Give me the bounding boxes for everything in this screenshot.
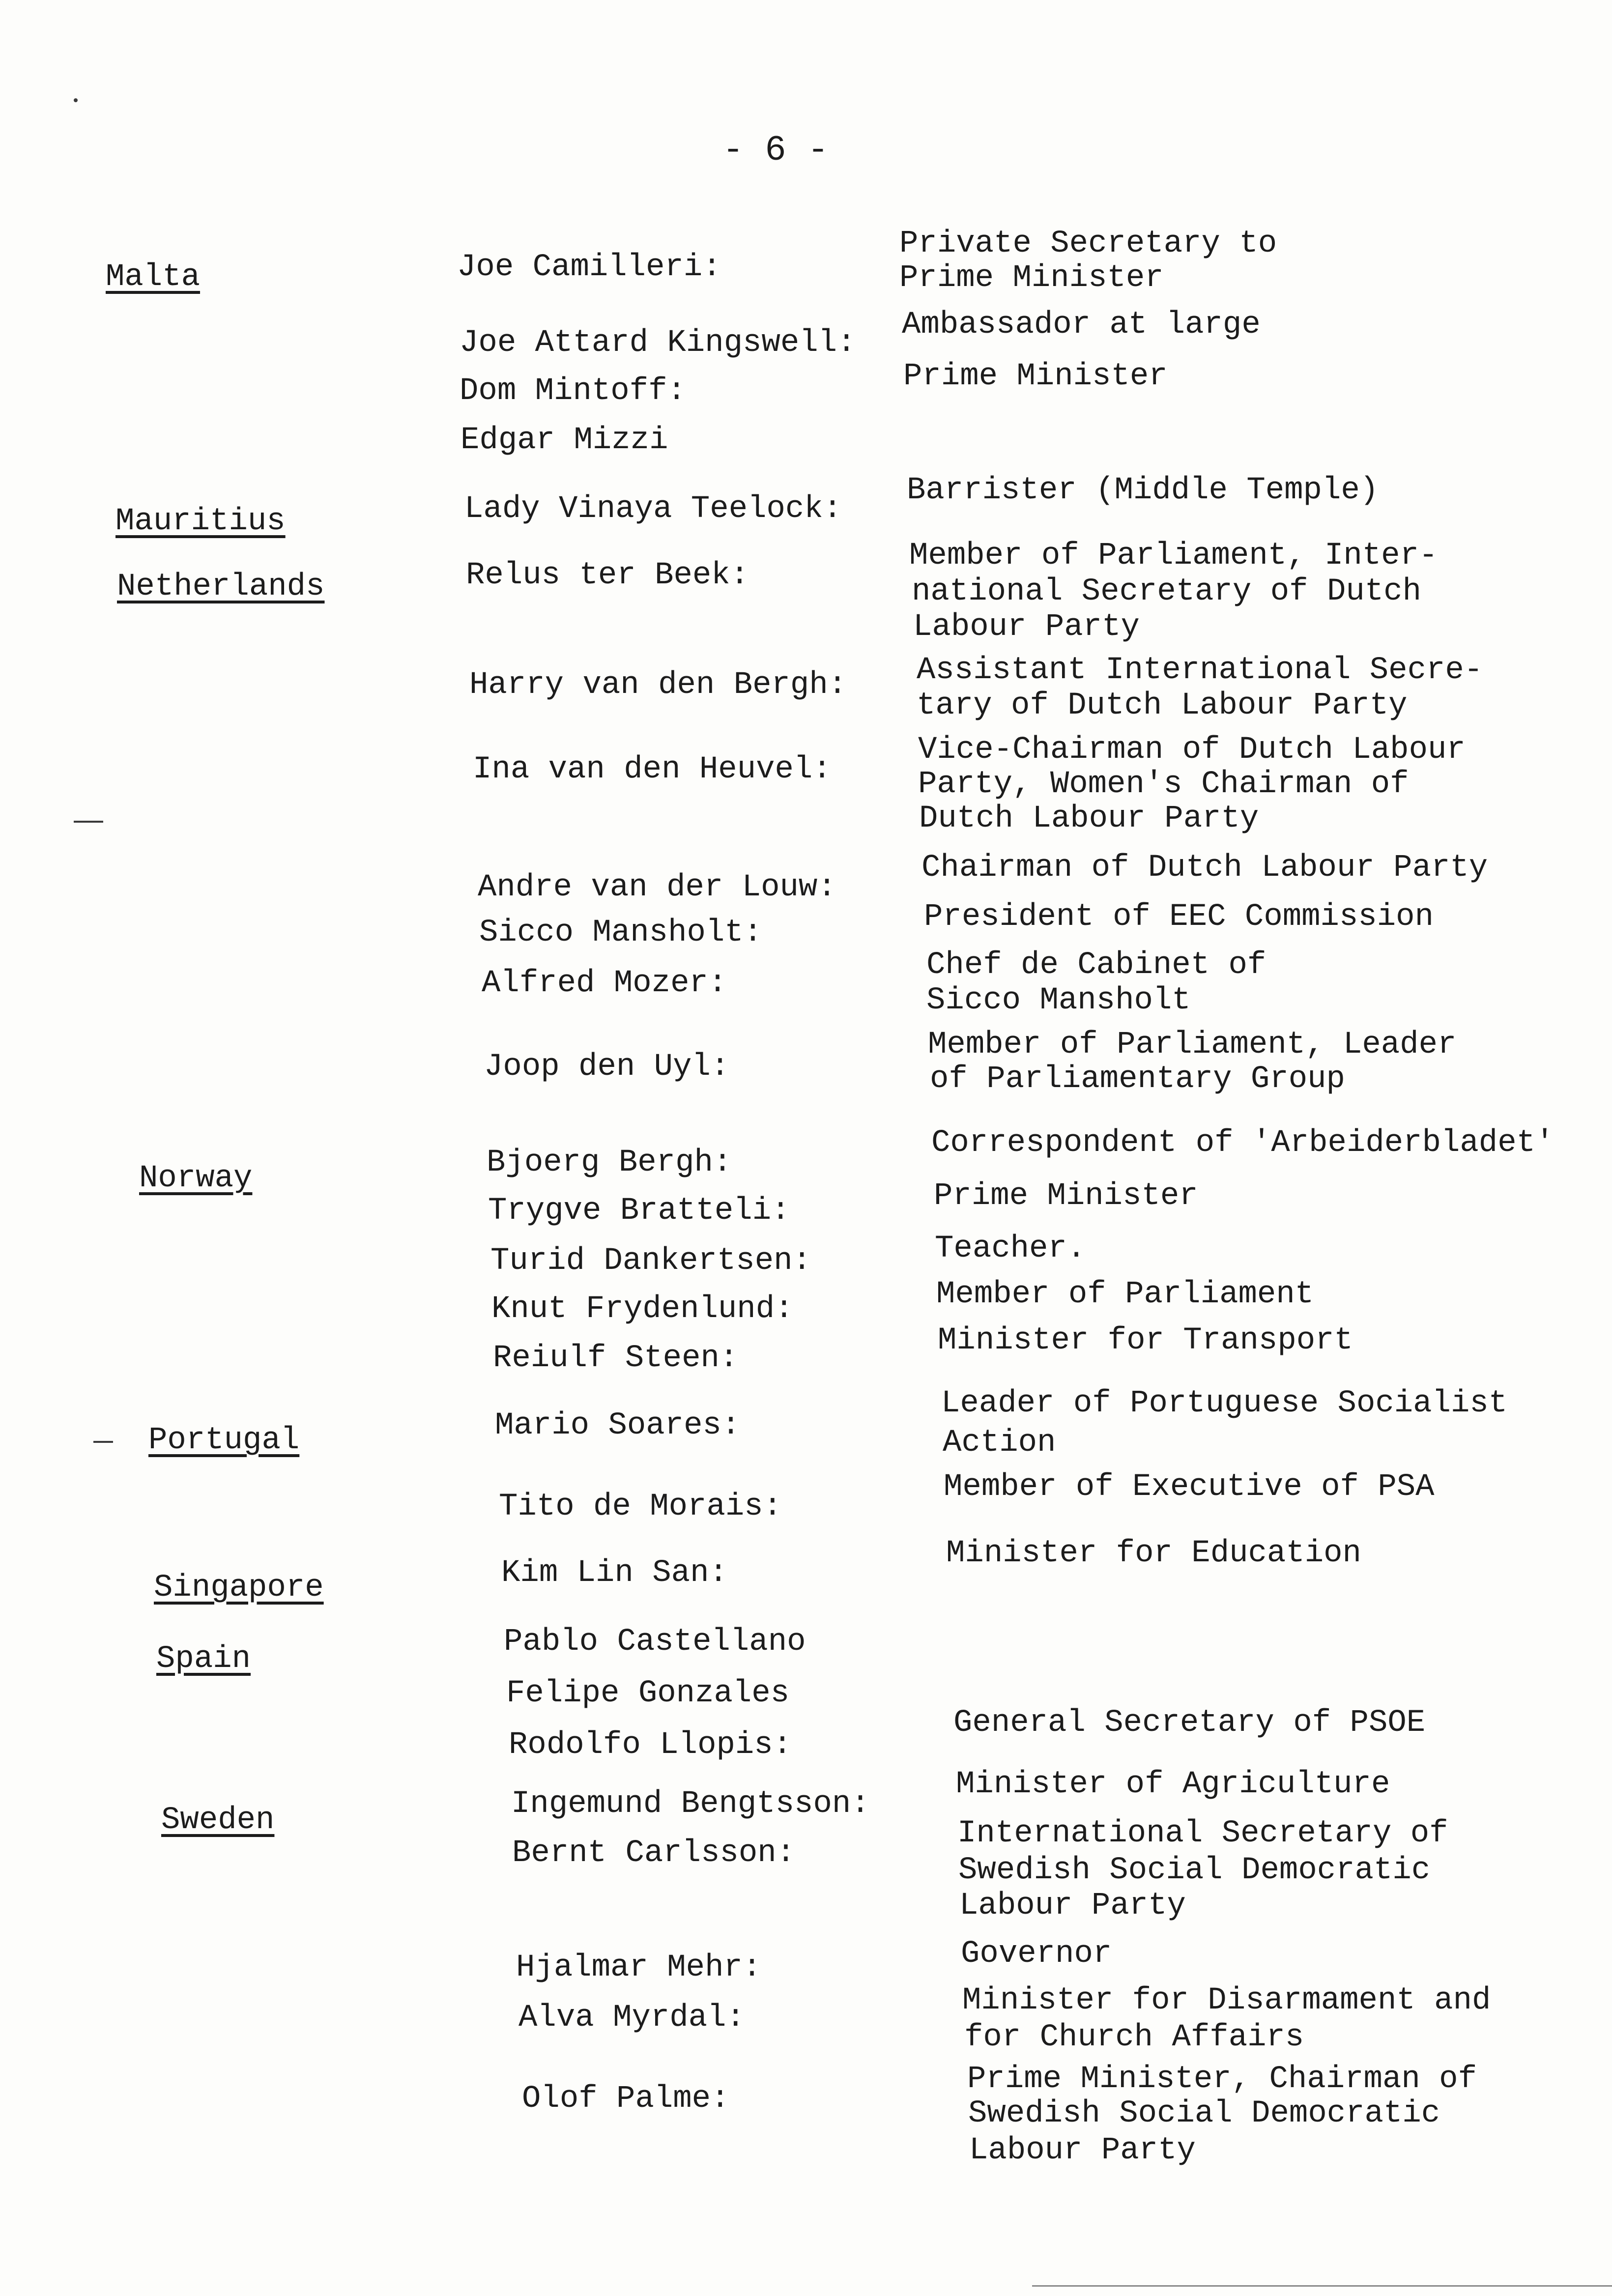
person-name: Alva Myrdal:	[518, 2000, 745, 2036]
person-name: Tito de Morais:	[499, 1489, 782, 1524]
country-heading: Spain	[156, 1641, 251, 1677]
person-name: Kim Lin San:	[501, 1555, 728, 1591]
scan-mark	[74, 98, 78, 102]
person-name: Rodolfo Llopis:	[509, 1727, 792, 1763]
person-role: Minister for Transport	[938, 1323, 1353, 1358]
scan-mark	[93, 1441, 113, 1443]
person-role: Swedish Social Democratic	[958, 1853, 1431, 1888]
person-name: Pablo Castellano	[504, 1624, 806, 1660]
person-role: national Secretary of Dutch	[912, 574, 1421, 609]
person-role: Governor	[961, 1936, 1112, 1972]
person-role: Correspondent of 'Arbeiderbladet'	[931, 1125, 1554, 1161]
person-role: Swedish Social Democratic	[968, 2096, 1440, 2131]
country-heading: Sweden	[161, 1803, 275, 1838]
person-role: President of EEC Commission	[924, 899, 1434, 935]
person-name: Andre van der Louw:	[478, 870, 836, 905]
person-role: Ambassador at large	[902, 307, 1261, 343]
person-name: Ina van den Heuvel:	[473, 752, 832, 787]
country-heading: Portugal	[148, 1423, 300, 1458]
person-role: Action	[943, 1425, 1056, 1461]
person-role: Member of Parliament, Leader	[928, 1027, 1457, 1062]
person-role: Labour Party	[959, 1888, 1186, 1923]
person-name: Joe Attard Kingswell:	[460, 325, 856, 361]
person-name: Ingemund Bengtsson:	[511, 1786, 870, 1822]
person-name: Relus ter Beek:	[466, 558, 749, 593]
person-name: Edgar Mizzi	[461, 423, 668, 458]
person-role: Member of Executive of PSA	[944, 1469, 1435, 1505]
person-role: for Church Affairs	[964, 2020, 1304, 2055]
person-role: General Secretary of PSOE	[953, 1705, 1426, 1741]
person-name: Hjalmar Mehr:	[516, 1950, 762, 1985]
person-name: Turid Dankertsen:	[490, 1243, 811, 1279]
person-role: Chairman of Dutch Labour Party	[921, 850, 1488, 886]
person-name: Dom Mintoff:	[460, 373, 686, 409]
person-name: Trygve Bratteli:	[488, 1193, 790, 1229]
person-name: Felipe Gonzales	[506, 1676, 790, 1711]
person-role: Party, Women's Chairman of	[918, 767, 1409, 802]
person-role: Minister for Disarmament and	[962, 1983, 1491, 2018]
person-name: Joop den Uyl:	[484, 1049, 730, 1085]
person-name: Mario Soares:	[495, 1408, 741, 1443]
person-role: Private Secretary to	[899, 226, 1277, 261]
scan-edge-rule	[1032, 2285, 1612, 2287]
country-heading: Mauritius	[115, 504, 286, 539]
person-role: Assistant International Secre-	[917, 653, 1483, 688]
country-heading: Norway	[139, 1161, 253, 1196]
person-role: Labour Party	[913, 609, 1140, 645]
person-name: Olof Palme:	[522, 2081, 730, 2117]
person-role: Chef de Cabinet of	[926, 947, 1267, 983]
person-name: Alfred Mozer:	[482, 966, 727, 1001]
person-role: tary of Dutch Labour Party	[917, 688, 1408, 723]
person-role: Member of Parliament, Inter-	[909, 538, 1438, 574]
person-role: Prime Minister	[934, 1178, 1198, 1214]
person-role: Vice-Chairman of Dutch Labour	[918, 732, 1466, 768]
person-name: Joe Camilleri:	[457, 250, 721, 285]
person-name: Bjoerg Bergh:	[487, 1145, 732, 1180]
person-name: Bernt Carlsson:	[512, 1836, 796, 1871]
person-role: Leader of Portuguese Socialist	[941, 1386, 1508, 1421]
scan-mark	[74, 821, 103, 823]
person-role: Prime Minister, Chairman of	[967, 2062, 1477, 2097]
person-role: Sicco Mansholt	[926, 983, 1191, 1018]
person-name: Knut Frydenlund:	[491, 1292, 794, 1327]
person-role: Prime Minister	[903, 359, 1168, 394]
page-number: - 6 -	[722, 130, 829, 171]
person-name: Lady Vinaya Teelock:	[464, 491, 842, 527]
country-heading: Netherlands	[117, 569, 325, 604]
person-role: Dutch Labour Party	[919, 801, 1259, 836]
country-heading: Singapore	[154, 1570, 324, 1606]
person-name: Harry van den Bergh:	[469, 667, 847, 703]
person-role: Teacher.	[935, 1231, 1086, 1266]
person-name: Sicco Mansholt:	[479, 915, 763, 950]
person-role: of Parliamentary Group	[930, 1062, 1345, 1097]
person-role: Prime Minister	[899, 260, 1164, 296]
country-heading: Malta	[106, 259, 201, 295]
person-role: Barrister (Middle Temple)	[907, 473, 1379, 508]
person-role: Labour Party	[969, 2133, 1196, 2168]
person-role: International Secretary of	[957, 1816, 1448, 1851]
person-role: Member of Parliament	[936, 1277, 1314, 1312]
person-role: Minister of Agriculture	[956, 1767, 1390, 1802]
person-name: Reiulf Steen:	[493, 1341, 739, 1376]
person-role: Minister for Education	[946, 1536, 1361, 1571]
